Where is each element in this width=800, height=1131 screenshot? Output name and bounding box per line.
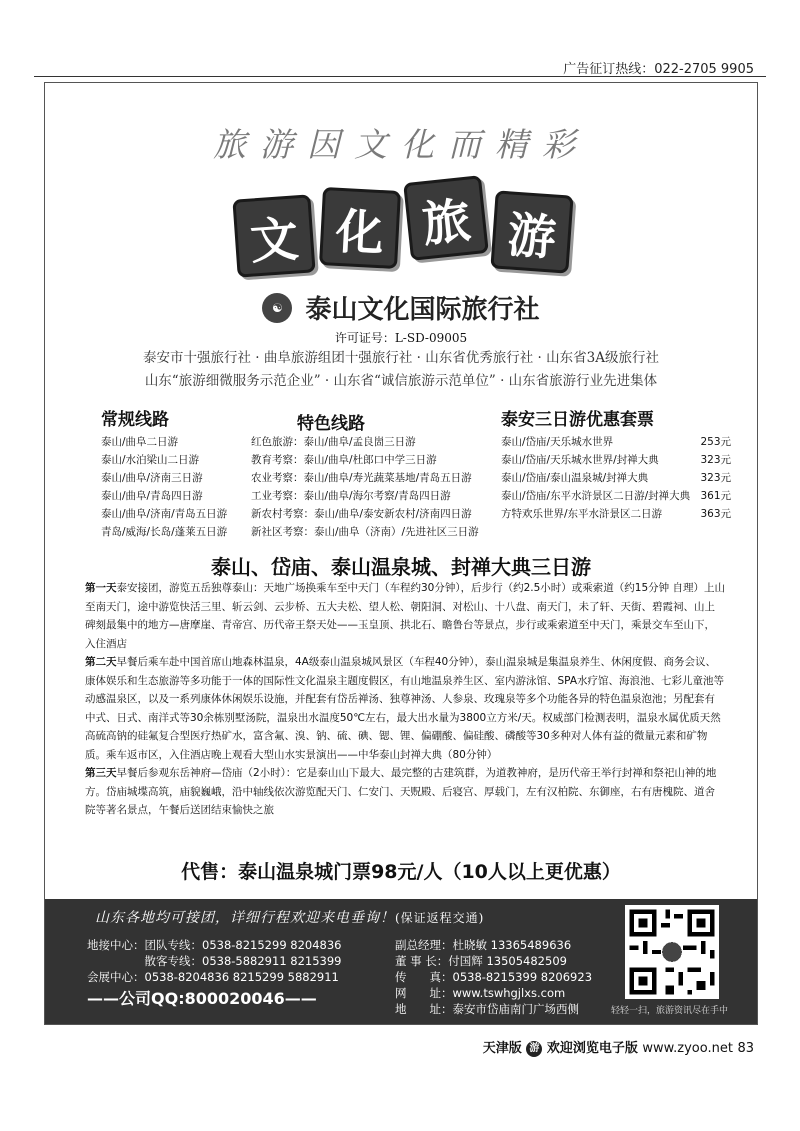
contact-line: 地 址：泰安市岱庙南门广场西侧 xyxy=(395,1002,579,1016)
list-item: 青岛/威海/长岛/蓬莱五日游 xyxy=(101,526,228,538)
honor-line: 山东“旅游细微服务示范企业” · 山东省“诚信旅游示范单位” · 山东省旅游行业先进集体 xyxy=(144,373,658,389)
contact-line: 传 真：0538-8215399 8206923 xyxy=(395,970,593,984)
footer-website-link[interactable]: www.zyoo.net xyxy=(642,1041,733,1056)
package-price: 363元 xyxy=(700,508,731,520)
package-name: 泰山/岱庙/泰山温泉城/封禅大典 xyxy=(501,472,649,484)
package-name: 泰山/岱庙/天乐城水世界/封禅大典 xyxy=(501,454,659,466)
advertisement xyxy=(44,82,758,1025)
slogan: 旅游因文化而精彩 xyxy=(213,125,589,164)
list-item: 新农村考察：泰山/曲阜/泰安新农村/济南四日游 xyxy=(251,508,472,520)
itinerary xyxy=(85,579,725,820)
day-text: 早餐后参观东岳神府—岱庙（2小时）：它是泰山山下最大、最完整的古建筑群，为道教神府，是历代帝王举行封禅和祭祀山神的地方。岱庙城堞高筑，庙貌巍峨，沿中轴线依次游览配天门、仁安门、天贶殿、后寝宫、厚载门，左有汉柏院、东御座，右有唐槐院、道舍院等著名景点，午餐后送团结束愉快之旅 xyxy=(85,767,717,816)
company-logo-icon: ☯ xyxy=(262,293,292,323)
honor-line: 泰安市十强旅行社 · 曲阜旅游组团十强旅行社 · 山东省优秀旅行社 · 山东省3A级旅行社 xyxy=(143,350,659,366)
company-qq: ——公司QQ:800020046—— xyxy=(87,989,317,1008)
page-footer xyxy=(483,1037,754,1057)
day-label: 第二天 xyxy=(85,656,117,668)
package-name: 泰山/岱庙/天乐城水世界 xyxy=(501,436,614,448)
list-item: 泰山/曲阜二日游 xyxy=(101,436,179,448)
regular-routes-heading: 常规线路 xyxy=(101,410,169,430)
list-item: 新社区考察：泰山/曲阜（济南）/先进社区三日游 xyxy=(251,526,479,538)
contact-line: 散客专线：0538-5882911 8215399 xyxy=(87,954,342,968)
day-text: 泰安接团，游览五岳独尊泰山：天地广场换乘车至中天门（车程约30分钟），后步行（约2.5小时）或乘索道（约15分钟 自理）上山至南天门，途中游览快活三里、斩云剑、云步桥、五大夫松、望人松、朝阳洞、对松山、十八盘、南天门，未了轩、天街、碧霞祠、山上碑刻最集中的地方—唐摩崖、青帝宫、历代帝王祭天处——玉皇顶、拱北石、瞻鲁台等景点，步行或乘索道至中天门，乘景交车至山下，入住酒店 xyxy=(85,582,726,650)
package-row xyxy=(501,469,731,487)
ticket-sale: 代售：泰山温泉城门票98元/人（10人以上更优惠） xyxy=(181,861,621,883)
day-text: 早餐后乘车赴中国首席山地森林温泉，4A级泰山温泉城风景区（车程40分钟），泰山温泉城是集温泉养生、休闲度假、商务会议、康体娱乐和生态旅游等多功能于一体的国际性文化温泉主题度假区，有山地温泉养生区、室内游泳馆、SPA水疗馆、海浪池、七彩儿童池等动感温泉区，以及一系列康体休闲娱乐设施，并配套有岱岳禅汤、独尊神汤、人参泉、玫瑰泉等多个功能各异的特色温泉泡池；另配套有中式、日式、南洋式等30余栋别墅汤院，温泉出水温度50℃左右，最大出水量为3800立方米/天。权威部门检测表明，温泉水属优质天然高硫高钠的硅氟复合型医疗热矿水，富含氟、溴、钠、硫、碘、锶、锂、偏硼酸、偏硅酸、磷酸等30多种对人体有益的微量元素和矿物质。乘车返市区，入住酒店晚上观看大型山水实景演出——中华泰山封禅大典（80分钟） xyxy=(85,656,725,761)
packages-list xyxy=(501,433,731,523)
qr-caption: 轻轻一扫，旅游资讯尽在手中 xyxy=(611,1006,729,1016)
list-item: 农业考察：泰山/曲阜/寿光蔬菜基地/青岛五日游 xyxy=(251,472,472,484)
contact-left xyxy=(87,937,342,1007)
contact-line: 会展中心：0538-8204836 8215299 5882911 xyxy=(87,970,339,984)
title-tile: 旅 xyxy=(403,175,489,261)
list-item: 泰山/曲阜/青岛四日游 xyxy=(101,490,203,502)
contact-headline xyxy=(95,907,484,927)
contact-panel xyxy=(45,899,757,1024)
itinerary-day xyxy=(85,579,725,653)
package-row xyxy=(501,505,731,523)
list-item: 红色旅游：泰山/曲阜/孟良崮三日游 xyxy=(251,436,416,448)
footer-text: 欢迎浏览电子版 xyxy=(546,1041,638,1056)
list-item: 教育考察：泰山/曲阜/杜郎口中学三日游 xyxy=(251,454,437,466)
package-name: 方特欢乐世界/东平水浒景区二日游 xyxy=(501,508,663,520)
day-label: 第三天 xyxy=(85,767,117,779)
list-item: 工业考察：泰山/曲阜/海尔考察/青岛四日游 xyxy=(251,490,451,502)
list-item: 泰山/水泊梁山二日游 xyxy=(101,454,200,466)
package-price: 323元 xyxy=(700,472,731,484)
contact-line: 董 事 长：付国辉 13505482509 xyxy=(395,954,567,968)
page-number: 83 xyxy=(737,1041,754,1056)
day-label: 第一天 xyxy=(85,582,117,594)
qr-code-icon xyxy=(625,905,719,999)
list-item: 泰山/曲阜/济南/青岛五日游 xyxy=(101,508,228,520)
package-row xyxy=(501,451,731,469)
package-row xyxy=(501,433,731,451)
list-item: 泰山/曲阜/济南三日游 xyxy=(101,472,203,484)
contact-line: 网 址：www.tswhgjlxs.com xyxy=(395,986,566,1000)
title-tile: 化 xyxy=(319,187,401,269)
special-routes-heading: 特色线路 xyxy=(297,414,365,434)
edition-label: 天津版 xyxy=(482,1041,522,1056)
contact-headline-note: (保证返程交通) xyxy=(395,911,485,925)
package-price: 323元 xyxy=(700,454,731,466)
top-rule xyxy=(34,76,766,77)
company-name: 泰山文化国际旅行社 xyxy=(305,295,540,325)
contact-headline-text: 山东各地均可接团，详细行程欢迎来电垂询！ xyxy=(95,910,395,926)
package-price: 253元 xyxy=(700,436,731,448)
contact-line: 地接中心：团队专线：0538-8215299 8204836 xyxy=(87,938,342,952)
title-tiles xyxy=(235,179,575,279)
honors xyxy=(45,347,757,393)
license-number: 许可证号：L-SD-09005 xyxy=(334,331,468,345)
package-price: 361元 xyxy=(700,490,731,502)
title-tile: 游 xyxy=(490,190,573,273)
tour-title: 泰山、岱庙、泰山温泉城、封禅大典三日游 xyxy=(211,555,591,579)
itinerary-day xyxy=(85,653,725,764)
itinerary-day xyxy=(85,764,725,820)
special-routes-list xyxy=(251,433,479,541)
packages-heading: 泰安三日游优惠套票 xyxy=(501,410,654,430)
ad-hotline: 广告征订热线：022-2705 9905 xyxy=(563,62,754,77)
package-name: 泰山/岱庙/东平水浒景区二日游/封禅大典 xyxy=(501,490,691,502)
package-row xyxy=(501,487,731,505)
title-tile: 文 xyxy=(232,194,315,277)
contact-line: 副总经理：杜晓敏 13365489636 xyxy=(395,938,572,952)
edition-badge-icon: 游 xyxy=(526,1041,542,1057)
regular-routes-list xyxy=(101,433,227,541)
contact-right xyxy=(395,937,592,1017)
company-row xyxy=(45,289,757,326)
